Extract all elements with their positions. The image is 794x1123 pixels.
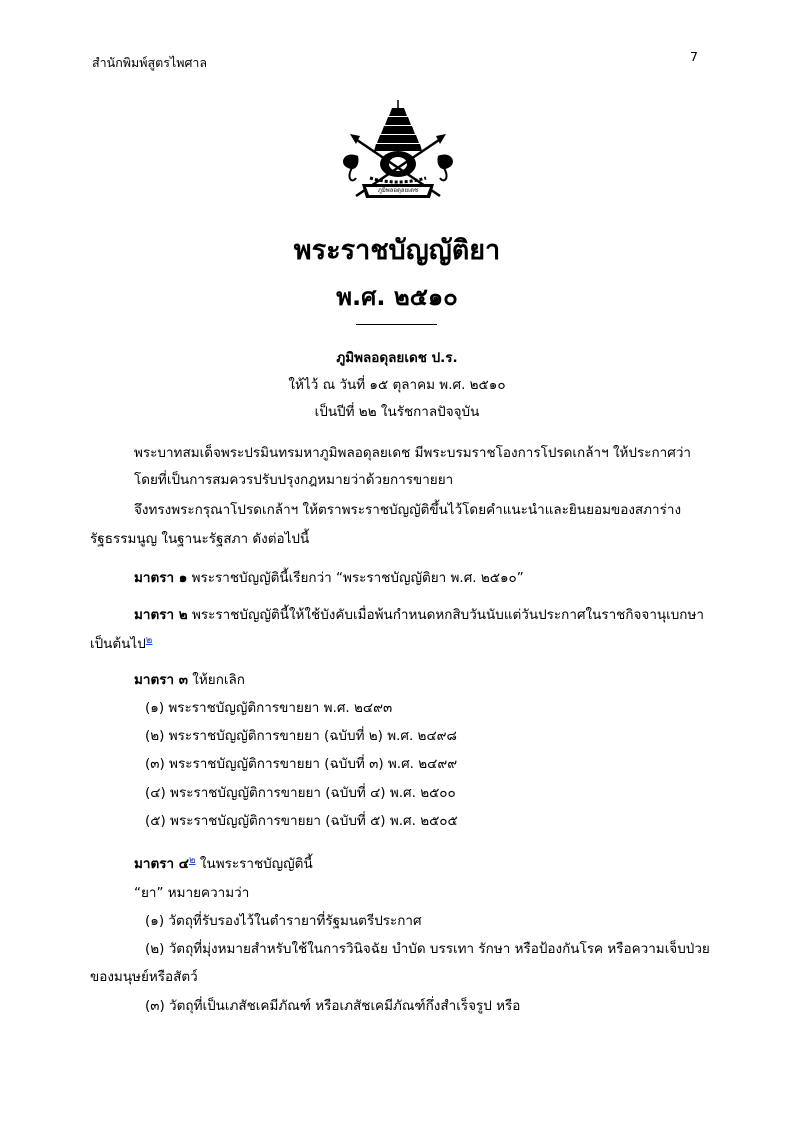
act-title: พระราชบัญญัติยา bbox=[293, 235, 501, 266]
preamble-enactment-line2: รัฐธรรมนูญ ในฐานะรัฐสภา ดังต่อไปนี้ bbox=[90, 531, 310, 547]
section-text: พระราชบัญญัตินี้ให้ใช้บังคับเมื่อพ้นกำหนดหกสิบวันนับแต่วันประกาศในราชกิจจานุเบกษา bbox=[187, 607, 704, 623]
page-number: 7 bbox=[690, 49, 698, 64]
section-label: มาตรา ๑ bbox=[134, 570, 188, 586]
definition-term: “ยา” หมายความว่า bbox=[134, 885, 250, 901]
repeal-item: (๑) พระราชบัญญัติการขายยา พ.ศ. ๒๔๙๓ bbox=[145, 700, 393, 716]
royal-signature: ภูมิพลอดุลยเดช ป.ร. bbox=[336, 350, 458, 366]
section-text: เป็นต้นไป bbox=[90, 636, 146, 652]
repeal-item: (๓) พระราชบัญญัติการขายยา (ฉบับที่ ๓) พ.ศ. ๒๔๙๙ bbox=[145, 756, 458, 772]
section-label: มาตรา ๒ bbox=[134, 607, 188, 623]
footnote-link[interactable]: ๒ bbox=[145, 634, 153, 646]
repeal-item: (๒) พระราชบัญญัติการขายยา (ฉบับที่ ๒) พ.ศ. ๒๔๙๘ bbox=[145, 728, 457, 744]
preamble-enactment-line1: จึงทรงพระกรุณาโปรดเกล้าฯ ให้ตราพระราชบัญญัติขึ้นไว้โดยคำแนะนำและยินยอมของสภาร่าง bbox=[134, 502, 682, 518]
footnote-link[interactable]: ๒ bbox=[189, 854, 196, 866]
section-text: ในพระราชบัญญัตินี้ bbox=[195, 856, 313, 872]
section-label: มาตรา ๓ bbox=[134, 672, 189, 688]
repeal-item: (๔) พระราชบัญญัติการขายยา (ฉบับที่ ๔) พ.ศ. ๒๕๐๐ bbox=[145, 785, 456, 801]
emblem-caption: ภูมิพลอดุลยเดช bbox=[377, 187, 419, 194]
royal-emblem-icon bbox=[336, 98, 460, 202]
given-date: ให้ไว้ ณ วันที่ ๑๕ ตุลาคม พ.ศ. ๒๕๑๐ bbox=[288, 377, 506, 393]
section-2 bbox=[134, 603, 704, 625]
reign-year: เป็นปีที่ ๒๒ ในรัชกาลปัจจุบัน bbox=[314, 404, 480, 420]
preamble-reason: โดยที่เป็นการสมควรปรับปรุงกฎหมายว่าด้วยการขายยา bbox=[134, 472, 454, 488]
definition-item: (๑) วัตถุที่รับรองไว้ในตำรายาที่รัฐมนตรีประกาศ bbox=[145, 913, 422, 929]
section-2-cont bbox=[90, 632, 152, 654]
act-year: พ.ศ. ๒๕๑๐ bbox=[336, 283, 458, 311]
definition-item: (๒) วัตถุที่มุ่งหมายสำหรับใช้ในการวินิจฉัย บำบัด บรรเทา รักษา หรือป้องกันโรค หรือความเจ็บป่วย bbox=[145, 941, 710, 957]
section-text: พระราชบัญญัตินี้เรียกว่า “พระราชบัญญัติยา พ.ศ. ๒๕๑๐” bbox=[187, 570, 524, 586]
section-1 bbox=[134, 566, 524, 588]
publisher-header: สำนักพิมพ์สูตรไพศาล bbox=[92, 55, 208, 70]
title-divider bbox=[356, 324, 437, 325]
preamble-proclamation: พระบาทสมเด็จพระปรมินทรมหาภูมิพลอดุลยเดช มีพระบรมราชโองการโปรดเกล้าฯ ให้ประกาศว่า bbox=[134, 445, 691, 461]
section-label: มาตรา ๔ bbox=[134, 856, 189, 872]
section-3 bbox=[134, 668, 245, 690]
section-text: ให้ยกเลิก bbox=[188, 672, 245, 688]
repeal-item: (๕) พระราชบัญญัติการขายยา (ฉบับที่ ๕) พ.ศ. ๒๕๐๕ bbox=[145, 813, 458, 829]
section-4 bbox=[134, 852, 313, 874]
definition-item: (๓) วัตถุที่เป็นเภสัชเคมีภัณฑ์ หรือเภสัชเคมีภัณฑ์กึ่งสำเร็จรูป หรือ bbox=[145, 998, 521, 1014]
definition-item-cont: ของมนุษย์หรือสัตว์ bbox=[90, 969, 198, 985]
